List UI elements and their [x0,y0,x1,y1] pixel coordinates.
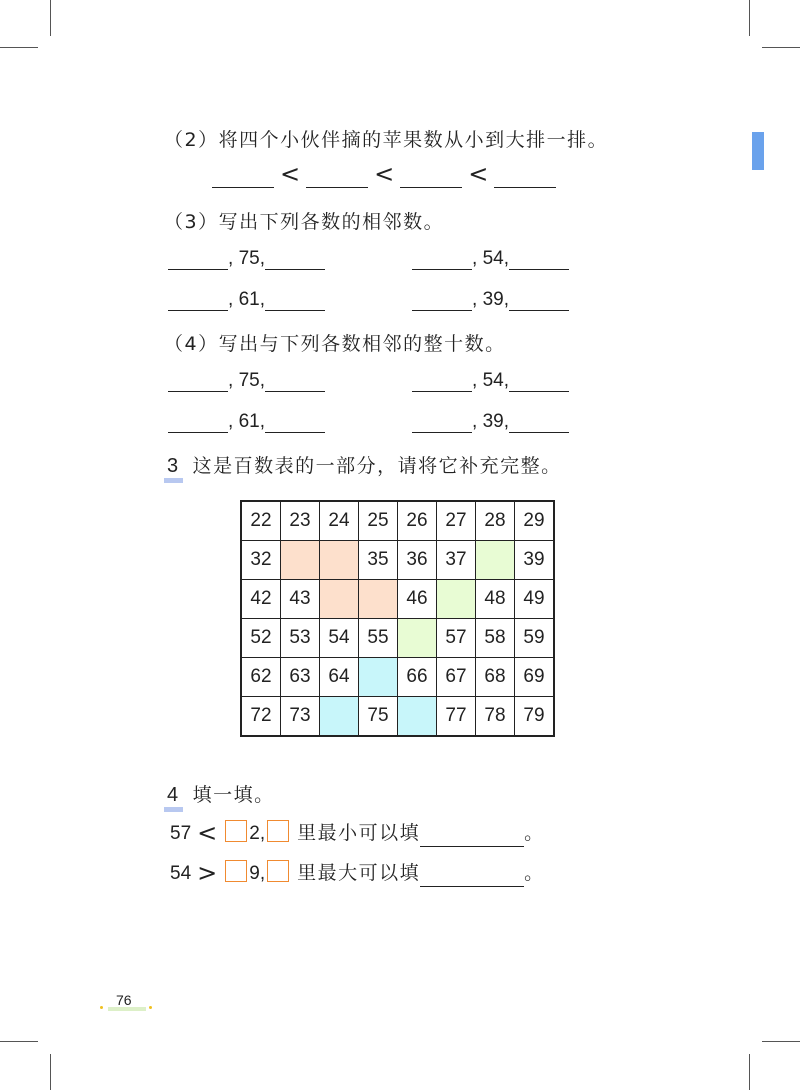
grid-cell: 78 [476,697,515,737]
answer-blank[interactable] [494,166,556,188]
crop-mark [50,0,51,36]
grid-cell: 36 [398,541,437,580]
less-than-sign: < [468,160,489,188]
problem-3-text: 这是百数表的一部分，请将它补充完整。 [192,455,562,477]
answer-box[interactable] [225,820,247,842]
less-than-sign: < [374,160,395,188]
given-number: 39 [482,289,504,310]
problem-4-heading [164,780,275,812]
crop-mark [50,1054,51,1090]
grid-cell: 73 [281,697,320,737]
grid-cell: 22 [241,501,281,541]
tens-row: , 39, [412,411,569,433]
tens-row: , 54, [412,370,569,392]
grid-cell: 63 [281,658,320,697]
crop-mark [0,1041,38,1042]
answer-blank[interactable] [265,411,325,433]
given-number: 75 [238,370,260,391]
grid-cell: 49 [515,580,555,619]
decor-dot [149,1006,152,1009]
decor-dot [100,1006,103,1009]
grid-cell-empty[interactable] [320,580,359,619]
chapter-tab [752,132,764,170]
grid-cell: 29 [515,501,555,541]
answer-blank[interactable] [168,289,228,311]
answer-blank[interactable] [420,865,524,887]
grid-cell: 26 [398,501,437,541]
given-number: 61 [238,411,260,432]
grid-cell: 43 [281,580,320,619]
grid-cell: 77 [437,697,476,737]
grid-cell: 42 [241,580,281,619]
grid-cell: 67 [437,658,476,697]
given-number: 54 [482,248,504,269]
number: 54 [170,863,192,884]
grid-cell: 54 [320,619,359,658]
answer-blank[interactable] [412,289,472,311]
problem-number: 4 [164,784,183,812]
grid-cell: 75 [359,697,398,737]
neighbor-row: , 39, [412,289,569,311]
grid-cell-empty[interactable] [320,697,359,737]
page-number: 76 [116,992,132,1008]
ordering-row [212,160,556,188]
answer-blank[interactable] [265,248,325,270]
crop-mark [762,1041,800,1042]
given-number: 54 [482,370,504,391]
grid-cell: 28 [476,501,515,541]
less-than-sign: < [280,160,301,188]
answer-blank[interactable] [509,411,569,433]
grid-cell: 37 [437,541,476,580]
box-icon [267,820,289,842]
answer-blank[interactable] [412,370,472,392]
neighbor-row: , 54, [412,248,569,270]
grid-cell: 64 [320,658,359,697]
fill-line-2: 54 > 9, 里最大可以填 。 [170,859,544,887]
grid-cell-empty[interactable] [398,619,437,658]
grid-cell: 35 [359,541,398,580]
answer-box[interactable] [225,860,247,882]
question-4-title: （4）写出与下列各数相邻的整十数。 [164,333,506,355]
neighbor-row: , 75, [168,248,325,270]
grid-cell: 32 [241,541,281,580]
grid-cell: 57 [437,619,476,658]
grid-cell-empty[interactable] [398,697,437,737]
answer-blank[interactable] [212,166,274,188]
answer-blank[interactable] [265,289,325,311]
crop-mark [0,47,38,48]
grid-cell: 53 [281,619,320,658]
answer-blank[interactable] [420,825,524,847]
answer-blank[interactable] [168,411,228,433]
grid-cell: 69 [515,658,555,697]
box-icon [267,860,289,882]
grid-cell: 27 [437,501,476,541]
answer-blank[interactable] [509,370,569,392]
grid-cell-empty[interactable] [359,580,398,619]
greater-than-sign: > [197,859,218,887]
hundred-chart [240,500,555,737]
given-number: 61 [238,289,260,310]
digit: 2, [249,823,266,844]
answer-blank[interactable] [168,248,228,270]
question-3-title: （3）写出下列各数的相邻数。 [164,211,445,233]
grid-cell: 23 [281,501,320,541]
grid-cell-empty[interactable] [281,541,320,580]
answer-blank[interactable] [168,370,228,392]
answer-blank[interactable] [265,370,325,392]
grid-cell: 52 [241,619,281,658]
grid-cell: 46 [398,580,437,619]
given-number: 75 [238,248,260,269]
answer-blank[interactable] [509,248,569,270]
grid-cell-empty[interactable] [320,541,359,580]
answer-blank[interactable] [306,166,368,188]
answer-blank[interactable] [509,289,569,311]
crop-mark [749,0,750,36]
grid-cell: 24 [320,501,359,541]
grid-cell: 66 [398,658,437,697]
tens-row: , 61, [168,411,325,433]
tens-row: , 75, [168,370,325,392]
neighbor-row: , 61, [168,289,325,311]
grid-cell: 48 [476,580,515,619]
grid-cell: 62 [241,658,281,697]
grid-cell: 68 [476,658,515,697]
problem-3-heading [164,451,562,483]
problem-4-text: 填一填。 [192,784,275,806]
digit: 9, [249,863,266,884]
grid-cell: 39 [515,541,555,580]
number: 57 [170,823,192,844]
grid-cell: 79 [515,697,555,737]
answer-blank[interactable] [412,411,472,433]
less-than-sign: < [197,819,218,847]
grid-cell: 59 [515,619,555,658]
crop-mark [762,47,800,48]
grid-cell-empty[interactable] [437,580,476,619]
prompt-text: 里最大可以填 [297,862,421,884]
problem-number: 3 [164,455,183,483]
grid-cell: 58 [476,619,515,658]
given-number: 39 [482,411,504,432]
grid-cell: 25 [359,501,398,541]
grid-cell-empty[interactable] [359,658,398,697]
grid-cell-empty[interactable] [476,541,515,580]
fill-line-1: 57 < 2, 里最小可以填 。 [170,819,544,847]
crop-mark [749,1054,750,1090]
grid-cell: 72 [241,697,281,737]
grid-cell: 55 [359,619,398,658]
answer-blank[interactable] [400,166,462,188]
answer-blank[interactable] [412,248,472,270]
prompt-text: 里最小可以填 [297,822,421,844]
question-2-title: （2）将四个小伙伴摘的苹果数从小到大排一排。 [164,129,609,151]
